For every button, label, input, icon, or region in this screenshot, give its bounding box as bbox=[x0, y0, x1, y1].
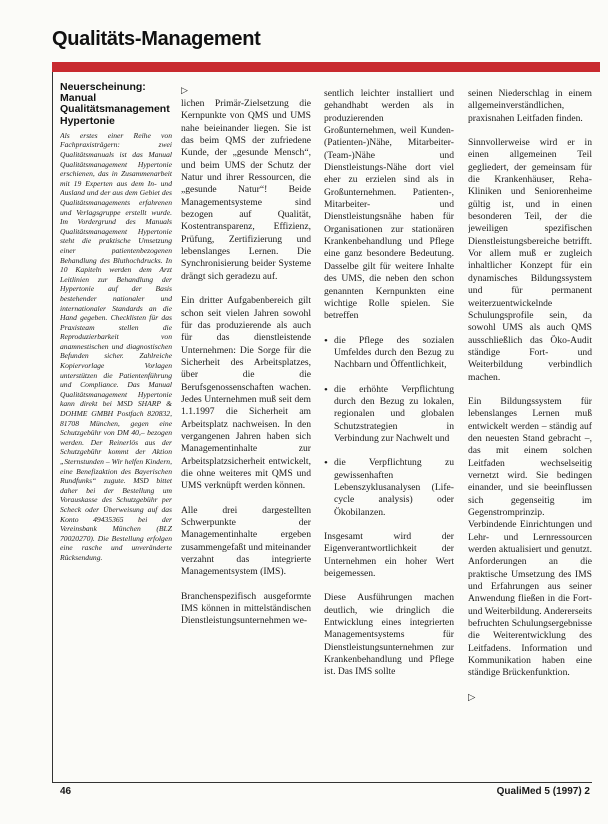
paragraph: lichen Primär-Zielsetzung die Kernpunkte von QMS und UMS nahe beieinander liegen. Sie ist das beim QMS der zufriedene Kunde, der „gesunde Mensch“, und beim UMS der Schutz der Natur und ihrer Ressourcen, die „gesunde Natur“! Beide Managementsysteme sind bezogen auf Qualität, Kostentransparenz, Effizienz, Prüfung, Zertifizierung und lebenslanges Lernen. Die Synchronisierung beider Systeme drängt sich geradezu auf. bbox=[181, 98, 311, 282]
sidebar-text: Als erstes einer Reihe von Fachpraxisträgern: zwei Qualitätsmanuals ist das Manual Qualitätsmanagement Hypertonie erschienen, das in Zusammenarbeit mit 19 Experten aus dem In- und Ausland und der aus dem Gebiet des Qualitätsmanagements erfahrenen und Verlagsgruppe erstellt wurde. Im Vordergrund des Manuals Qualitätsmanagement Hypertonie steht die praktische Umsetzung einer patientenbezogenen Behandlung des Bluthochdrucks. In 10 Kapiteln werden dem Arzt Leitlinien zur Behandlung der Hypertonie auf der Basis bestehender nationaler und internationaler Standards an die Hand gegeben. Checklisten für das Praxisteam stellen die Reproduzierbarkeit von anamnestischen und diagnostischen Befunden sicher. Zahlreiche Kopiervorlage Vorlagen unterstützen die Patientenführung und Compliance. Das Manual Qualitätsmanagement Hypertonie kann direkt bei MSD SHARP & DOHME GMBH Postfach 820832, 81708 München, gegen eine Schutzgebühr von DM 40,– bezogen werden. Der Reinerlös aus der Schutzgebühr kommt der Aktion „Sternstunden – Wir helfen Kindern, eine Benefizaktion des Bayerischen Rundfunks“ zugute. MSD bittet daher bei der Bestellung um Vorauskasse des Schutzgebühr per Scheck oder Überweisung auf das Konto 49435365 bei der Vereinsbank München (BLZ 70020270). Die Bestellung erfolgen eine rasche und unveränderte Rücksendung. bbox=[60, 130, 172, 562]
page-header bbox=[52, 28, 592, 58]
left-margin-rule bbox=[52, 72, 53, 782]
header-accent-bar bbox=[52, 62, 600, 72]
paragraph: Ein dritter Aufgabenbereich gilt schon seit vielen Jahren sowohl für das produzierende als auch für das dienstleistende Unternehmen: Die Sorge für die Sicherheit des Arbeitsplatzes, über die die Berufsgenossenschaften wachen. Jedes Unternehmen muß seit dem 1.1.1997 die Sicherheit am Arbeitsplatz nachweisen. In den vergangenen Jahren haben sich Managementinhalte zur Arbeitsplatzsicherheit entwickelt, die ohne weiteres mit QMS und UMS verknüpft werden können. bbox=[181, 295, 311, 492]
article-column-1 bbox=[181, 88, 311, 743]
journal-citation: QualiMed 5 (1997) 2 bbox=[496, 786, 590, 797]
end-marker: ▷ bbox=[468, 691, 476, 703]
list-item: • die Pflege des sozialen Umfeldes durch den Bezug zu Nachbarn und Öffentlichkeit, bbox=[324, 335, 454, 372]
paragraph: Insgesamt wird der Eigenverantwortlichkeit der Unternehmen ein hoher Wert beigemessen. bbox=[324, 531, 454, 580]
page-number: 46 bbox=[60, 786, 72, 797]
footer-rule bbox=[52, 782, 592, 783]
sidebar-body bbox=[60, 131, 172, 563]
page-title: Qualitäts-Management bbox=[52, 28, 261, 50]
list-item: • die erhöhte Verpflichtung durch den Bezug zu lokalen, regionalen und globalen Schutzstrategien in Verbindung zur Nachwelt und bbox=[324, 384, 454, 446]
sidebar-box bbox=[60, 82, 172, 782]
article-column-2 bbox=[324, 88, 454, 743]
paragraph: Diese Ausführungen machen deutlich, wie dringlich die Entwicklung eines integrierten Managementsystems für Dienstleistungsunternehmen zur Krankenbehandlung und Pflege ist. Das IMS sollte bbox=[324, 592, 454, 678]
sidebar-heading: Neuerscheinung: Manual Qualitätsmanagement Hypertonie bbox=[60, 82, 170, 127]
paragraph: Branchenspezifisch ausgeformte IMS können in mittelständischen Dienstleistungsunternehmen we- bbox=[181, 590, 311, 627]
article-column-3 bbox=[468, 88, 592, 743]
continuation-marker: ▷ bbox=[181, 86, 188, 96]
list-item: • die Verpflichtung zu gewissenhaften Lebenszyklusanalysen (Life-cycle analysis) oder Ökobilanzen. bbox=[324, 457, 454, 519]
paragraph: Alle drei dargestellten Schwerpunkte der Managementinhalte ergeben zusammengefaßt und miteinander verzahnt das integrierte Managementsystem (IMS). bbox=[181, 504, 311, 578]
paragraph: Sinnvollerweise wird er in einen allgemeinen Teil gegliedert, der gemeinsam für die Krankenhäuser, Reha-Kliniken und Seniorenheime gültig ist, und in einen besonderen Teil, der die jeweiligen spezifischen Dienstleistungsbereiche betrifft. Vor allem muß er zugleich inhaltlicher Konzept für ein dynamisches Bildungssystem und für permanent weiterzuentwickelnde Schulungsprofile sein, da sowohl UMS als auch QMS ausschließlich das Öko-Audit ständige Fort- und Weiterbildung verbindlich machen. bbox=[468, 137, 592, 383]
paragraph: sentlich leichter installiert und gehandhabt werden als in produzierenden Großunternehmen, weil Kunden-(Patienten-)Nähe, Mitarbeiter- (Team-)Nähe und Dienstleistungs-Nähe dort viel eher zu erzielen sind als in Großunternehmen. Patienten-, Mitarbeiter- und Dienstleistungsnähe haben für Organisationen zur stationären Krankenbehandlung und Pflege eine ganz besondere Bedeutung. Dasselbe gilt für weitere Inhalte des UMS, die neben den schon genannten Kernpunkten eine wichtige Rolle spielen. Sie betreffen bbox=[324, 88, 454, 322]
paragraph: seinen Niederschlag in einem allgemeinverständlichen, praxisnahen Leitfaden finden. bbox=[468, 88, 592, 124]
paragraph: Ein Bildungssystem für lebenslanges Lernen muß entwickelt werden – ständig auf den neuesten Stand gebracht –, das mit einem solchen Leitfaden wechselseitig vernetzt wird. Sie bedingen einander, und sie beeinflussen sich gegenseitig im Gegenstromprinzip. Verbindende Einrichtungen und Lehr- und Lernressourcen werden aktualisiert und genutzt. Anforderungen an die praktische Umsetzung des IMS und Erfahrungen aus seiner Anwendung fließen in die Fort- und Weiterbildung. Andererseits befruchten Schulungsergebnisse die Weiterentwicklung des Leitfadens. Information und Kommunikation haben eine ständige Brückenfunktion. bbox=[468, 395, 592, 679]
bullet-list bbox=[324, 335, 454, 519]
